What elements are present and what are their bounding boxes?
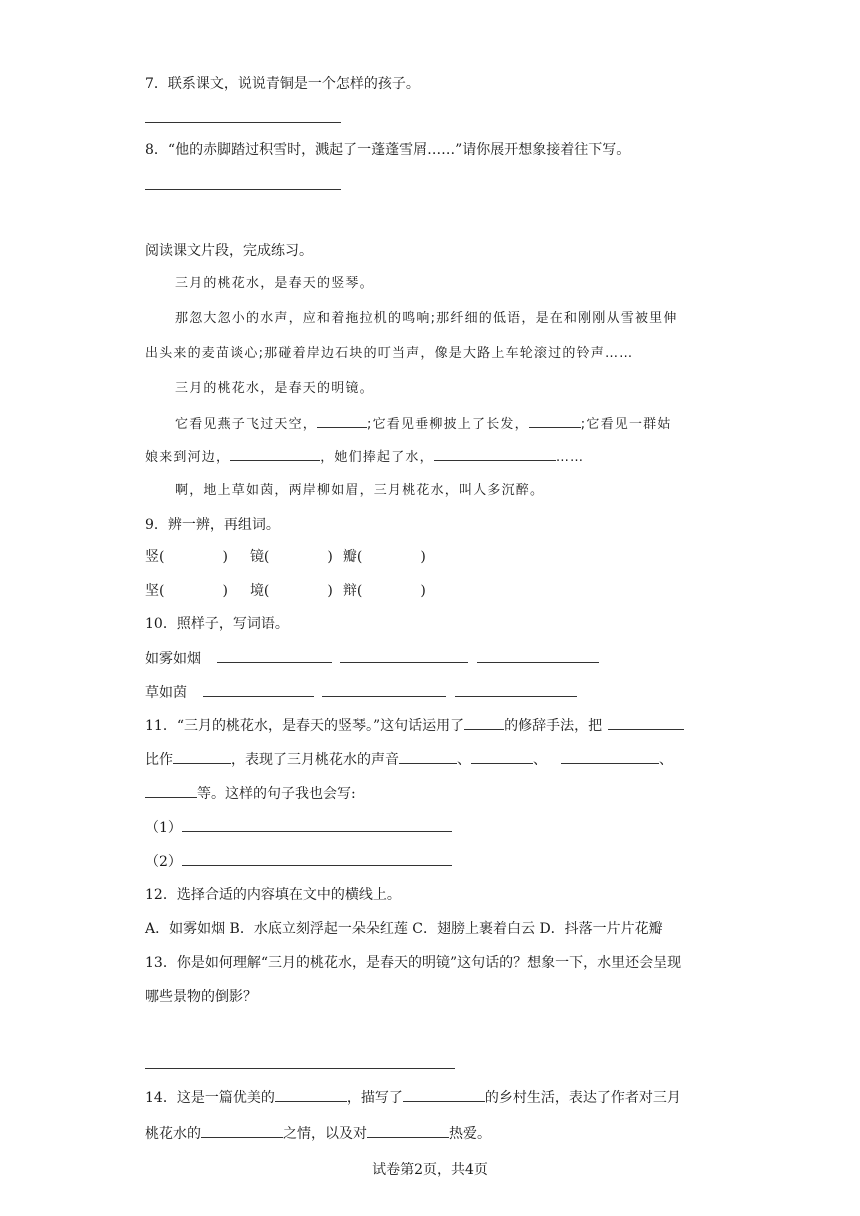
fill-blank[interactable] (322, 682, 446, 697)
question-12: 12．选择合适的内容填在文中的横线上。 (145, 887, 401, 903)
close-paren: ) (420, 583, 426, 599)
fill-blank[interactable] (230, 446, 320, 461)
question-text: ，表现了三月桃花水的声音 (231, 752, 399, 768)
question-11-line-3 (145, 783, 356, 804)
fill-blank[interactable] (455, 682, 577, 697)
passage-para-3: 三月的桃花水，是春天的明镜。 (175, 381, 374, 396)
passage-text: ;它看见一群姑 (580, 417, 672, 432)
answer-line-13[interactable] (145, 1068, 455, 1069)
fill-blank[interactable] (608, 715, 684, 730)
fill-blank[interactable] (434, 446, 556, 461)
punct: 、 (533, 752, 547, 768)
fill-blank[interactable] (399, 749, 457, 764)
fill-blank[interactable] (173, 749, 231, 764)
char-item: 辩( (342, 583, 363, 599)
question-text: 桃花水的 (145, 1126, 201, 1142)
close-paren: ) (327, 583, 333, 599)
question-14-line-1 (145, 1087, 681, 1108)
fill-blank[interactable] (182, 817, 452, 832)
passage-para-2-line-2: 出头来的麦苗谈心;那碰着岸边石块的叮当声，像是大路上车轮滚过的铃声…… (145, 346, 634, 361)
q9-row-1 (145, 547, 426, 567)
passage-para-4-line-2 (145, 446, 584, 468)
char-item: 境( (249, 583, 270, 599)
passage-text: ;它看见垂柳披上了长发， (367, 417, 529, 432)
q12-options: A．如雾如烟 B．水底立刻浮起一朵朵红莲 C．翅膀上裹着白云 D．抖落一片片花瓣 (145, 921, 663, 937)
question-13-line-1: 13．你是如何理解“三月的桃花水，是春天的明镜”这句话的？想象一下，水里还会呈现 (145, 955, 682, 971)
fill-blank[interactable] (217, 648, 332, 663)
fill-blank[interactable] (464, 715, 504, 730)
example-word: 如雾如烟 (145, 651, 201, 667)
question-14-line-2 (145, 1123, 491, 1144)
punct: 、 (659, 752, 673, 768)
char-item: 瓣( (342, 549, 363, 565)
fill-blank[interactable] (477, 648, 599, 663)
question-11-line-2 (145, 749, 673, 770)
punct: 、 (457, 752, 471, 768)
question-text: 热爱。 (449, 1126, 491, 1142)
passage-para-2-line-1: 那忽大忽小的水声，应和着拖拉机的鸣响;那纤细的低语，是在和刚刚从雪被里伸 (175, 311, 678, 326)
fill-blank[interactable] (561, 749, 659, 764)
question-13-line-2: 哪些景物的倒影？ (145, 989, 257, 1005)
fill-blank[interactable] (340, 648, 468, 663)
fill-blank[interactable] (201, 1123, 283, 1138)
answer-line-8[interactable] (145, 189, 341, 190)
question-text: ，描写了 (346, 1090, 403, 1106)
answer-line-7[interactable] (145, 122, 341, 123)
fill-blank[interactable] (145, 783, 197, 798)
passage-text: …… (555, 450, 585, 465)
passage-text: 娘来到河边， (145, 450, 231, 465)
question-10: 10．照样子，写词语。 (145, 616, 289, 632)
fill-blank[interactable] (403, 1087, 485, 1102)
char-item: 坚( (145, 583, 165, 599)
q10-row-2 (145, 682, 577, 703)
fill-blank[interactable] (182, 851, 452, 866)
question-7: 7．联系课文，说说青铜是一个怎样的孩子。 (145, 76, 420, 92)
question-text: 之情，以及对 (283, 1126, 367, 1142)
sentence-label: （2） (145, 854, 182, 870)
q10-row-1 (145, 648, 599, 669)
sentence-label: （1） (145, 820, 182, 836)
q9-row-2 (145, 581, 426, 601)
char-item: 竖( (145, 549, 165, 565)
fill-blank[interactable] (317, 413, 367, 428)
example-word: 草如茵 (145, 685, 187, 701)
close-paren: ) (222, 583, 228, 599)
passage-para-1: 三月的桃花水，是春天的竖琴。 (175, 276, 374, 291)
close-paren: ) (327, 549, 333, 565)
question-text: 14．这是一篇优美的 (145, 1090, 275, 1106)
question-text: 的修辞手法，把 (504, 718, 603, 734)
close-paren: ) (222, 549, 228, 565)
fill-blank[interactable] (275, 1087, 347, 1102)
passage-text: 它看见燕子飞过天空， (175, 417, 318, 432)
question-text: 11．“三月的桃花水，是春天的竖琴。”这句话运用了 (145, 718, 465, 734)
question-text: 等。这样的句子我也会写: (197, 786, 356, 802)
q11-sentence-1 (145, 817, 452, 838)
page-footer: 试卷第2页，共4页 (372, 1162, 488, 1178)
close-paren: ) (420, 549, 426, 565)
char-item: 镜( (249, 549, 270, 565)
question-text: 的乡村生活，表达了作者对三月 (484, 1090, 681, 1106)
q11-sentence-2 (145, 851, 452, 872)
fill-blank[interactable] (471, 749, 533, 764)
passage-text: ，她们捧起了水， (320, 450, 434, 465)
question-9: 9．辨一辨，再组词。 (145, 517, 280, 533)
fill-blank[interactable] (529, 413, 581, 428)
passage-para-5: 啊，地上草如茵，两岸柳如眉，三月桃花水，叫人多沉醉。 (175, 483, 545, 498)
question-11-line-1 (145, 715, 684, 736)
fill-blank[interactable] (367, 1123, 449, 1138)
question-text: 比作 (145, 752, 173, 768)
fill-blank[interactable] (203, 682, 314, 697)
passage-para-4-line-1 (175, 413, 672, 435)
question-8: 8．“他的赤脚踏过积雪时，溅起了一蓬蓬雪屑……”请你展开想象接着往下写。 (145, 142, 631, 158)
reading-intro: 阅读课文片段，完成练习。 (145, 243, 313, 259)
